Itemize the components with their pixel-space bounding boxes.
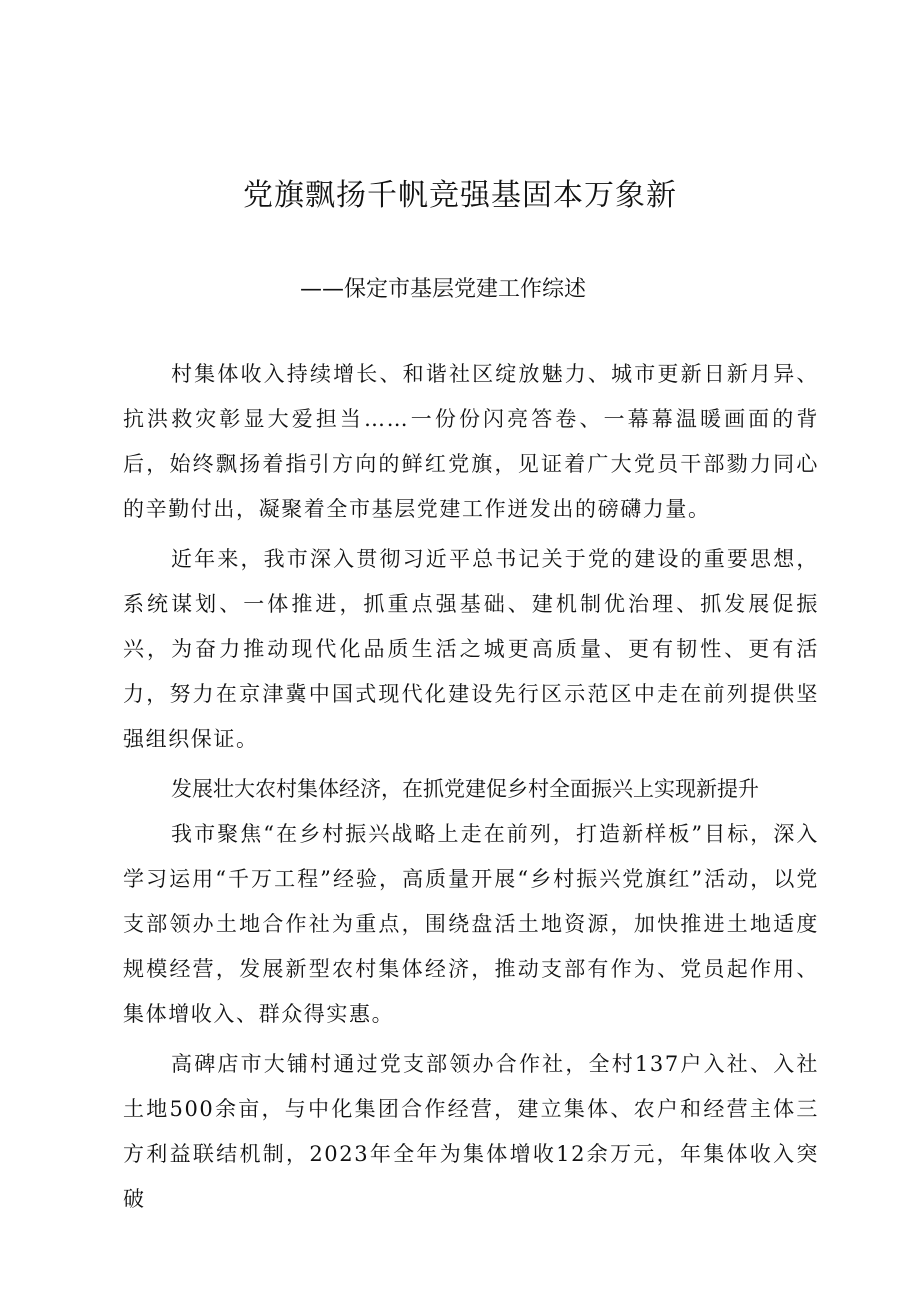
body-paragraph: 近年来，我市深入贯彻习近平总书记关于党的建设的重要思想，系统谋划、一体推进，抓重点强基础、建机制优治理、抓发展促振兴，为奋力推动现代化品质生活之城更高质量、更有韧性、更有活力，努力在京津冀中国式现代化建设先行区示范区中走在前列提供坚强组织保证。 xyxy=(123,547,819,751)
section-heading: 发展壮大农村集体经济，在抓党建促乡村全面振兴上实现新提升 xyxy=(171,777,759,801)
document-subtitle: ——保定市基层党建工作综述 xyxy=(300,277,587,302)
document-body xyxy=(123,352,819,1227)
section-paragraph: 高碑店市大铺村通过党支部领办合作社，全村137户入社、入社土地500余亩，与中化集团合作经营，建立集体、农户和经营主体三方利益联结机制，2023年全年为集体增收12余万元，年集体收入突破 xyxy=(123,1052,819,1211)
body-paragraph: 村集体收入持续增长、和谐社区绽放魅力、城市更新日新月异、抗洪救灾彰显大爱担当……一份份闪亮答卷、一幕幕温暖画面的背后，始终飘扬着指引方向的鲜红党旗，见证着广大党员干部勠力同心的辛勤付出，凝聚着全市基层党建工作迸发出的磅礴力量。 xyxy=(123,362,819,521)
document-title: 党旗飘扬千帆竞强基固本万象新 xyxy=(243,178,677,213)
section-paragraph: 我市聚焦“在乡村振兴战略上走在前列，打造新样板”目标，深入学习运用“千万工程”经验，高质量开展“乡村振兴党旗红”活动，以党支部领办土地合作社为重点，围绕盘活土地资源，加快推进土地适度规模经营，发展新型农村集体经济，推动支部有作为、党员起作用、集体增收入、群众得实惠。 xyxy=(123,822,819,1026)
